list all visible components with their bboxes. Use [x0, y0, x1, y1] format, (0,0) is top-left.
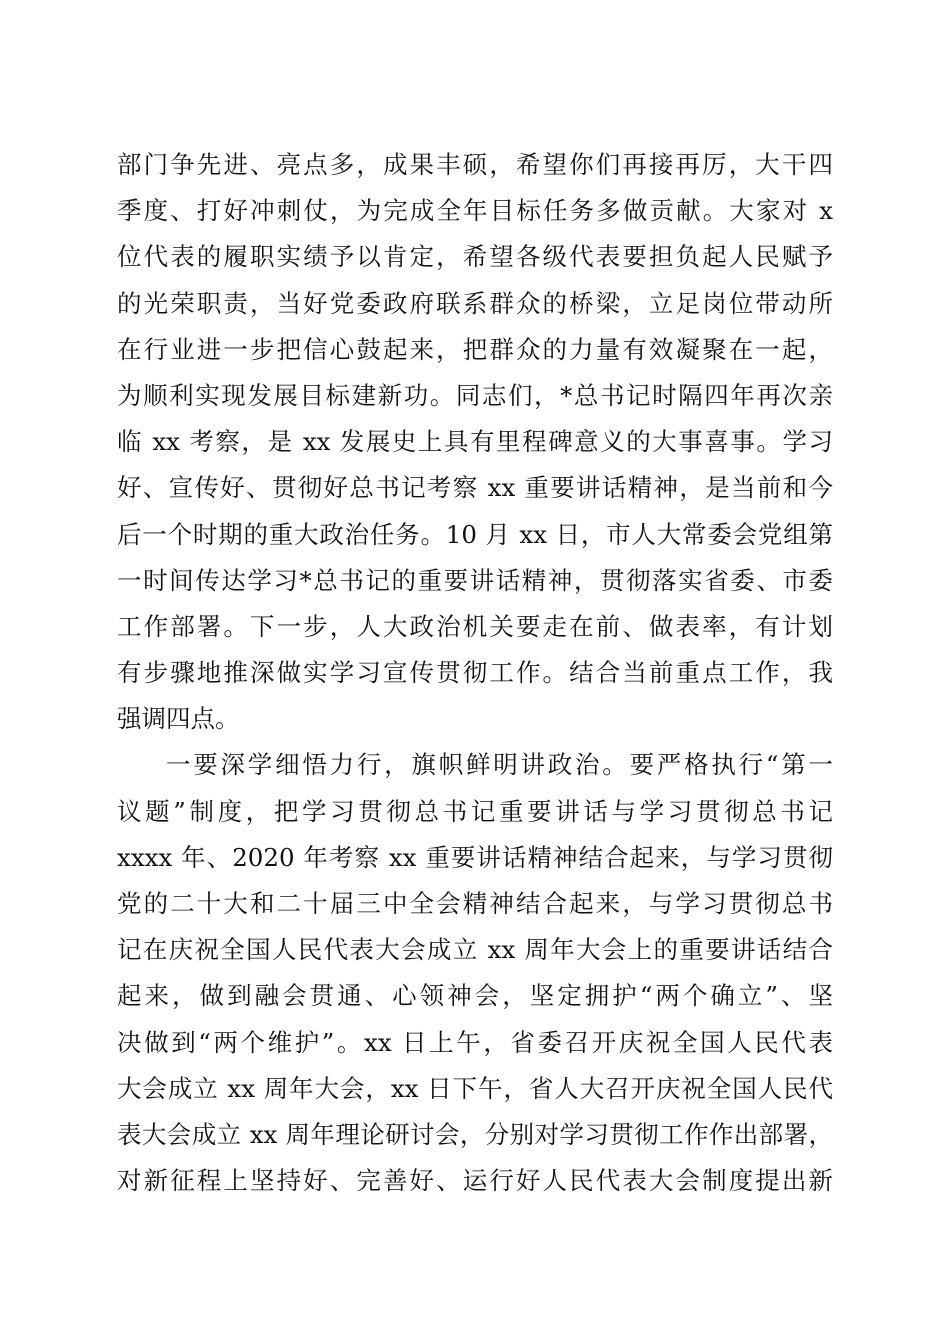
text-line: 记在庆祝全国人民代表大会成立 xx 周年大会上的重要讲话结合 — [117, 935, 833, 965]
text-line: 大会成立 xx 周年大会，xx 日下午，省人大召开庆祝全国人民代 — [117, 1073, 833, 1103]
text-line-last: 强调四点。 — [117, 704, 240, 734]
text-line: 季度、打好冲刺仗，为完成全年目标任务多做贡献。大家对 x — [117, 196, 833, 226]
text-line: 一时间传达学习*总书记的重要讲话精神，贯彻落实省委、市委 — [117, 565, 833, 595]
text-line: 临 xx 考察，是 xx 发展史上具有里程碑意义的大事喜事。学习 — [117, 427, 833, 457]
text-line: 后一个时期的重大政治任务。10 月 xx 日，市人大常委会党组第 — [117, 519, 833, 549]
text-line: 有步骤地推深做实学习宣传贯彻工作。结合当前重点工作，我 — [117, 658, 833, 688]
text-line: 好、宣传好、贯彻好总书记考察 xx 重要讲话精神，是当前和今 — [117, 473, 833, 503]
text-line: 的光荣职责，当好党委政府联系群众的桥梁，立足岗位带动所 — [117, 288, 833, 318]
text-line: 在行业进一步把信心鼓起来，把群众的力量有效凝聚在一起， — [117, 334, 833, 364]
text-line: 表大会成立 xx 周年理论研讨会，分别对学习贯彻工作作出部署， — [117, 1119, 833, 1149]
text-line: 议题”制度，把学习贯彻总书记重要讲话与学习贯彻总书记 — [117, 796, 833, 826]
text-line: 部门争先进、亮点多，成果丰硕，希望你们再接再厉，大干四 — [117, 150, 833, 179]
text-line: 为顺利实现发展目标建新功。同志们，*总书记时隔四年再次亲 — [117, 380, 833, 410]
text-line: 起来，做到融会贯通、心领神会，坚定拥护“两个确立”、坚 — [117, 981, 833, 1011]
paragraph-2 — [117, 742, 833, 1204]
paragraph-1 — [117, 142, 833, 742]
text-line: 党的二十大和二十届三中全会精神结合起来，与学习贯彻总书 — [117, 889, 833, 918]
text-line: 决做到“两个维护”。xx 日上午，省委召开庆祝全国人民代表 — [117, 1027, 833, 1057]
document-body — [117, 142, 833, 1204]
text-line: xxxx 年、2020 年考察 xx 重要讲话精神结合起来，与学习贯彻 — [117, 842, 833, 872]
text-line-first: 一要深学细悟力行，旗帜鲜明讲政治。要严格执行“第一 — [166, 750, 833, 780]
text-line: 工作部署。下一步，人大政治机关要走在前、做表率，有计划 — [117, 611, 833, 641]
text-line: 位代表的履职实绩予以肯定，希望各级代表要担负起人民赋予 — [117, 242, 833, 272]
text-line: 对新征程上坚持好、完善好、运行好人民代表大会制度提出新 — [117, 1166, 833, 1196]
